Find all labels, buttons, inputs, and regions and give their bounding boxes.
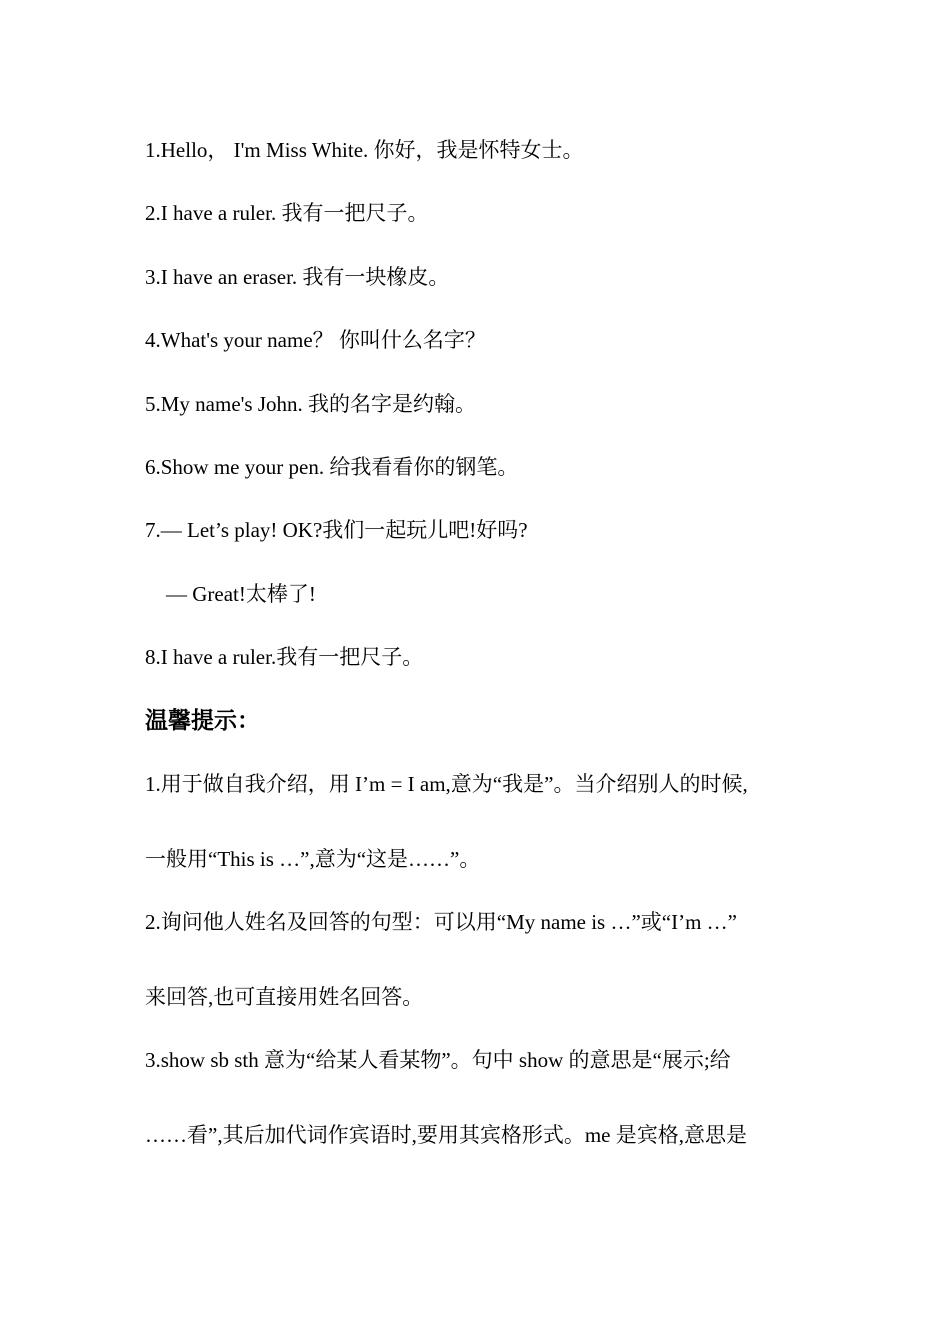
sentence-2: 2.I have a ruler. 我有一把尺子。 — [145, 201, 429, 225]
sentence-7: 7.— Let’s play! OK?我们一起玩儿吧!好吗? — [145, 518, 528, 542]
tip-line-5: 3.show sb sth 意为“给某人看某物”。句中 show 的意思是“展示;给 — [145, 1048, 731, 1072]
sentence-7-reply: — Great!太棒了! — [166, 582, 316, 606]
tip-line-2: 一般用“This is …”,意为“这是……”。 — [145, 847, 481, 871]
sentence-4: 4.What's your name？ 你叫什么名字？ — [145, 328, 486, 352]
tip-line-6: ……看”,其后加代词作宾语时,要用其宾格形式。me 是宾格,意思是 — [145, 1123, 747, 1147]
tip-line-3: 2.询问他人姓名及回答的句型：可以用“My name is …”或“I’m …” — [145, 910, 738, 934]
tips-heading: 温馨提示： — [145, 708, 260, 734]
sentence-5: 5.My name's John. 我的名字是约翰。 — [145, 392, 477, 416]
tip-line-1: 1.用于做自我介绍，用 I’m = I am,意为“我是”。当介绍别人的时候, — [145, 772, 748, 796]
sentence-3: 3.I have an eraser. 我有一块橡皮。 — [145, 265, 450, 289]
sentence-8: 8.I have a ruler.我有一把尺子。 — [145, 645, 424, 669]
sentence-6: 6.Show me your pen. 给我看看你的钢笔。 — [145, 455, 519, 479]
sentence-1: 1.Hello， I'm Miss White. 你好，我是怀特女士。 — [145, 138, 584, 162]
tip-line-4: 来回答,也可直接用姓名回答。 — [145, 985, 424, 1009]
